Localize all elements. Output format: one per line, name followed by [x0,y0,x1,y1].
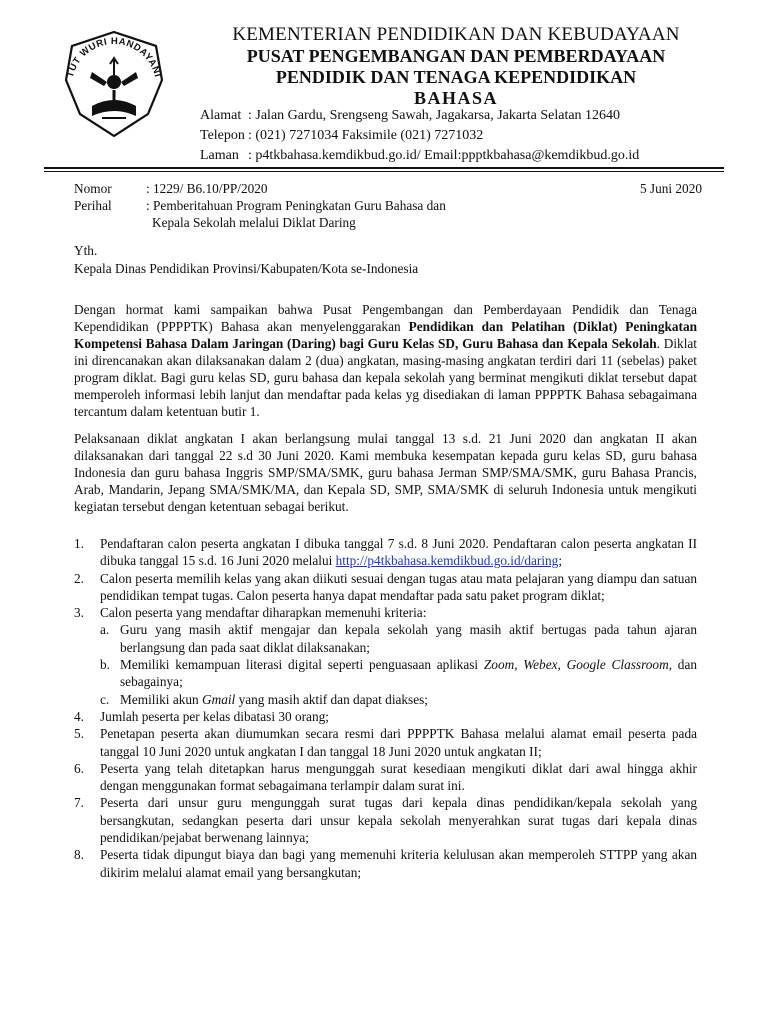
perihal-label: Perihal [74,198,112,213]
recipient: Kepala Dinas Pendidikan Provinsi/Kabupaten/Kota se-Indonesia [74,261,419,276]
addressee [74,242,418,278]
ministry-name: KEMENTERIAN PENDIDIKAN DAN KEBUDAYAAN [232,24,680,45]
center-name-line3: BAHASA [413,88,498,108]
salutation: Yth. [74,243,98,258]
letter-meta [74,180,702,231]
paragraph-intro: Dengan hormat kami sampaikan bahwa Pusat Pengembangan dan Pemberdayaan Pendidik dan Tenaga Kependidikan (PPPPTK) Bahasa akan menyelenggarakan Pendidikan dan Pelatihan (Diklat) Peningkatan Kompetensi Bahasa Dalam Jaringan (Daring) bagi Guru Kelas SD, Guru Bahasa dan Kepala Sekolah. Diklat ini direncanakan akan dilaksanakan dalam 2 (dua) angkatan, masing-masing angkatan terdiri dari 11 (sebelas) paket program diklat. Bagi guru kelas SD, guru bahasa dan kepala sekolah yang berminat mengikuti diklat tersebut dapat memperoleh informasi lebih lanjut dan mendaftar pada kelas yg disediakan di laman PPPPTK Bahasa sebagaimana tercantum dalam ketentuan butir 1. [74,302,697,419]
paragraph-schedule: Pelaksanaan diklat angkatan I akan berlangsung mulai tanggal 13 s.d. 21 Juni 2020 dan angkatan II akan dilaksanakan dari tanggal 22 s.d 30 Juni 2020. Kami membuka kesempatan kepada guru kelas SD, guru bahasa Indonesia dan guru bahasa Inggris SMP/SMA/SMK, guru bahasa Jerman SMP/SMA/SMK, guru Bahasa Prancis, Arab, Mandarin, Jepang SMA/SMK/MA, dan Kepala SD, SMP, SMA/SMK di seluruh Indonesia untuk mengikuti kegiatan tersebut dengan ketentuan sebagai berikut. [74,431,697,514]
sub-list-item: a. Guru yang masih aktif mengajar dan kepala sekolah yang masih aktif bertugas pada tahun ajaran berlangsung dan pada saat diklat dilaksanakan; [100,622,697,655]
tut-wuri-handayani-logo [44,20,184,144]
letterhead-divider-thin [44,171,724,172]
perihal-value-cont: Kepala Sekolah melalui Diklat Daring [152,215,356,230]
registration-link[interactable]: http://p4tkbahasa.kemdikbud.go.id/daring [335,553,559,569]
perihal-value: : Pemberitahuan Program Peningkatan Guru Bahasa dan [146,198,446,213]
letterhead-divider-thick [44,167,724,169]
list-item: 4. Jumlah peserta per kelas dibatasi 30 orang; [74,708,329,724]
sub-list-item: c. Memiliki akun Gmail yang masih aktif dan dapat diakses; [100,691,429,707]
logo-motto-text: TUT WURI HANDAYANI [64,35,164,79]
letterhead-contact [200,106,639,166]
list-item: 8. Peserta tidak dipungut biaya dan bagi yang memenuhi kriteria kelulusan akan memperoleh STTPP yang akan dikirim melalui alamat email yang bersangkutan; [74,847,697,880]
provisions-list [74,535,697,881]
program-title: Pendidikan dan Pelatihan (Diklat) Peningkatan Kompetensi Bahasa Dalam Jaringan (Daring) bagi Guru Kelas SD, Guru Bahasa dan Kepala Sekolah [74,319,697,351]
website-line: Laman : p4tkbahasa.kemdikbud.go.id/ Email:ppptkbahasa@kemdikbud.go.id [200,148,640,163]
list-item: 6. Peserta yang telah ditetapkan harus mengunggah surat kesediaan mengikuti diklat dari awal hingga akhir dengan menggunakan format sebagaimana terlampir dalam surat ini. [74,760,697,794]
nomor-label: Nomor [74,181,112,196]
phone-line: Telepon : (021) 7271034 Faksimile (021) 7271032 [200,128,484,143]
list-item: 3. Calon peserta yang mendaftar diharapkan memenuhi kriteria: a. Guru yang masih aktif mengajar dan kepala sekolah yang masih aktif bertugas pada tahun ajaran berlangsung dan pada saat diklat dilaksanakan; b. Memiliki kemampuan literasi digital seperti penguasaan aplikasi Zoom, Webex, Google Classroom, dan sebagainya; c. Memiliki akun Gmail yang masih aktif dan dapat diakses; [74,605,697,707]
sub-list-item: b. Memiliki kemampuan literasi digital seperti penguasaan aplikasi Zoom, Webex, Google Classroom, dan sebagainya; [100,657,697,690]
letterhead-title [196,24,716,109]
letter-date: 5 Juni 2020 [639,181,702,196]
center-name-line2: PENDIDIK DAN TENAGA KEPENDIDIKAN [275,67,637,87]
center-name-line1: PUSAT PENGEMBANGAN DAN PEMBERDAYAAN [246,46,666,66]
address-line: Alamat : Jalan Gardu, Srengseng Sawah, Jagakarsa, Jakarta Selatan 12640 [200,108,621,123]
list-item: 7. Peserta dari unsur guru mengunggah surat tugas dari kepala dinas pendidikan/kepala sekolah yang bersangkutan, sedangkan peserta dari unsur kepala sekolah menyerahkan surat tugas dari kepala dinas pendidikan/pejabat berwenang lainnya; [74,795,697,846]
list-item: 1. Pendaftaran calon peserta angkatan I dibuka tanggal 7 s.d. 8 Juni 2020. Pendaftaran calon peserta angkatan II dibuka tanggal 15 s.d. 16 Juni 2020 melalui http://p4tkbahasa.kemdikbud.go.id/daring; [74,536,697,569]
list-item: 5. Penetapan peserta akan diumumkan secara resmi dari PPPPTK Bahasa melalui alamat email peserta pada tanggal 10 Juni 2020 untuk angkatan I dan tanggal 18 Juni 2020 untuk angkatan II; [74,726,697,759]
list-item: 2. Calon peserta memilih kelas yang akan diikuti sesuai dengan tugas atau mata pelajaran yang diampu dan satuan pendidikan tempat tugas. Calon peserta hanya dapat mendaftar pada satu paket program diklat; [74,570,697,603]
nomor-value: : 1229/ B6.10/PP/2020 [146,181,268,196]
